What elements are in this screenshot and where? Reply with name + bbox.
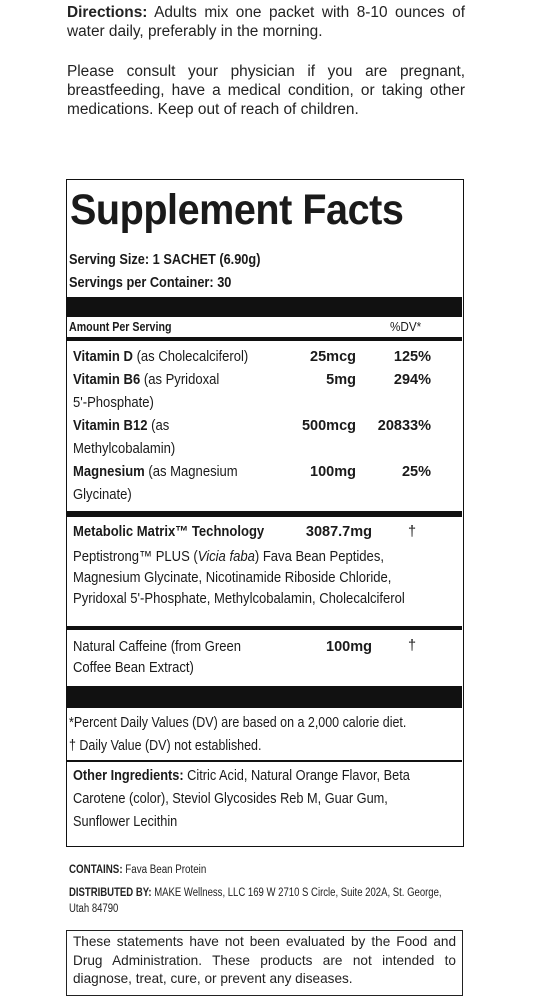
nutrient-name: Vitamin D bbox=[73, 349, 133, 365]
nutrient-label bbox=[73, 415, 169, 438]
nutrient-amount: 100mg bbox=[310, 464, 356, 480]
latin-name: Vicia faba bbox=[197, 549, 255, 565]
blend-dagger: † bbox=[408, 524, 417, 540]
nutrient-desc-cont: 5'-Phosphate) bbox=[73, 395, 154, 411]
other-ingredients-label: Other Ingredients: bbox=[73, 768, 184, 784]
caffeine-label: Natural Caffeine (from Green bbox=[73, 639, 242, 655]
amount-per-serving-header: Amount Per Serving bbox=[69, 319, 172, 334]
servings-per-container: Servings per Container: 30 bbox=[69, 275, 232, 291]
text: Peptistrong™ PLUS ( bbox=[73, 549, 198, 565]
nutrient-dv: 125% bbox=[393, 349, 431, 365]
nutrient-name: Vitamin B12 bbox=[73, 418, 148, 434]
nutrient-name: Magnesium bbox=[73, 464, 145, 480]
distributed-label: DISTRIBUTED BY: bbox=[69, 887, 152, 899]
nutrient-desc-cont: Methylcobalamin) bbox=[73, 441, 176, 457]
nutrient-dv: 294% bbox=[393, 372, 431, 388]
serving-size: Serving Size: 1 SACHET (6.90g) bbox=[69, 252, 261, 268]
nutrient-label bbox=[73, 369, 219, 392]
medium-divider bbox=[67, 626, 462, 630]
caffeine-amount: 100mg bbox=[326, 639, 372, 655]
directions-label: Directions: bbox=[67, 4, 148, 21]
nutrient-desc: (as Cholecalciferol) bbox=[132, 349, 249, 365]
blend-amount: 3087.7mg bbox=[305, 524, 372, 540]
contains-label: CONTAINS: bbox=[69, 864, 123, 876]
directions-paragraph bbox=[67, 3, 465, 41]
medium-divider bbox=[67, 511, 462, 517]
supplement-facts-title: Supplement Facts bbox=[70, 186, 404, 234]
thick-divider bbox=[67, 686, 462, 708]
nutrient-desc-cont: Glycinate) bbox=[73, 487, 132, 503]
warning-paragraph: Please consult your physician if you are pregnant, breastfeeding, have a medical condition, or taking other medications. Keep out of reach of children. bbox=[67, 63, 465, 118]
dv-header: %DV* bbox=[390, 319, 422, 334]
supplement-facts-panel bbox=[66, 179, 464, 847]
medium-divider bbox=[67, 337, 462, 341]
footnote-dv: *Percent Daily Values (DV) are based on a 2,000 calorie diet. bbox=[69, 715, 407, 731]
other-ingredients-line3: Sunflower Lecithin bbox=[73, 814, 178, 830]
nutrient-amount: 5mg bbox=[326, 372, 356, 388]
distributed-by bbox=[69, 885, 442, 901]
nutrient-amount: 500mcg bbox=[301, 418, 356, 434]
caffeine-dagger: † bbox=[408, 638, 417, 654]
text: MAKE Wellness, LLC 169 W 2710 S Circle, Suite 202A, St. George, bbox=[151, 887, 442, 899]
footnote-dagger: † Daily Value (DV) not established. bbox=[69, 738, 262, 754]
thick-divider bbox=[67, 297, 462, 317]
text: Citric Acid, Natural Orange Flavor, Beta bbox=[183, 768, 410, 784]
blend-ingredients-line2: Magnesium Glycinate, Nicotinamide Riboside Chloride, bbox=[73, 570, 392, 586]
caffeine-label-cont: Coffee Bean Extract) bbox=[73, 660, 194, 676]
text: ) Fava Bean Peptides, bbox=[254, 549, 384, 565]
nutrient-label bbox=[73, 346, 248, 369]
blend-ingredients-line3: Pyridoxal 5'-Phosphate, Methylcobalamin, Cholecalciferol bbox=[73, 591, 405, 607]
blend-ingredients-line1 bbox=[73, 546, 384, 569]
other-ingredients-line2: Carotene (color), Steviol Glycosides Reb M, Guar Gum, bbox=[73, 791, 388, 807]
contains-statement bbox=[69, 862, 206, 878]
nutrient-desc: (as bbox=[147, 418, 170, 434]
other-ingredients-line1 bbox=[73, 765, 410, 788]
blend-name: Metabolic Matrix™ Technology bbox=[73, 524, 265, 540]
nutrient-dv: 25% bbox=[401, 464, 431, 480]
directions-text: Adults mix one packet with 8-10 ounces of water daily, preferably in the morning. bbox=[67, 4, 465, 40]
nutrient-desc: (as Pyridoxal bbox=[140, 372, 220, 388]
nutrient-dv: 20833% bbox=[377, 418, 431, 434]
thin-divider bbox=[67, 760, 462, 762]
nutrient-name: Vitamin B6 bbox=[73, 372, 141, 388]
nutrient-desc: (as Magnesium bbox=[144, 464, 238, 480]
fda-disclaimer: These statements have not been evaluated by the Food and Drug Administration. These products are not intended to diagnose, treat, cure, or prevent any diseases. bbox=[66, 930, 463, 996]
nutrient-label bbox=[73, 461, 238, 484]
text: Fava Bean Protein bbox=[122, 864, 207, 876]
distributed-address-cont: Utah 84790 bbox=[69, 903, 119, 915]
nutrient-amount: 25mcg bbox=[310, 349, 356, 365]
